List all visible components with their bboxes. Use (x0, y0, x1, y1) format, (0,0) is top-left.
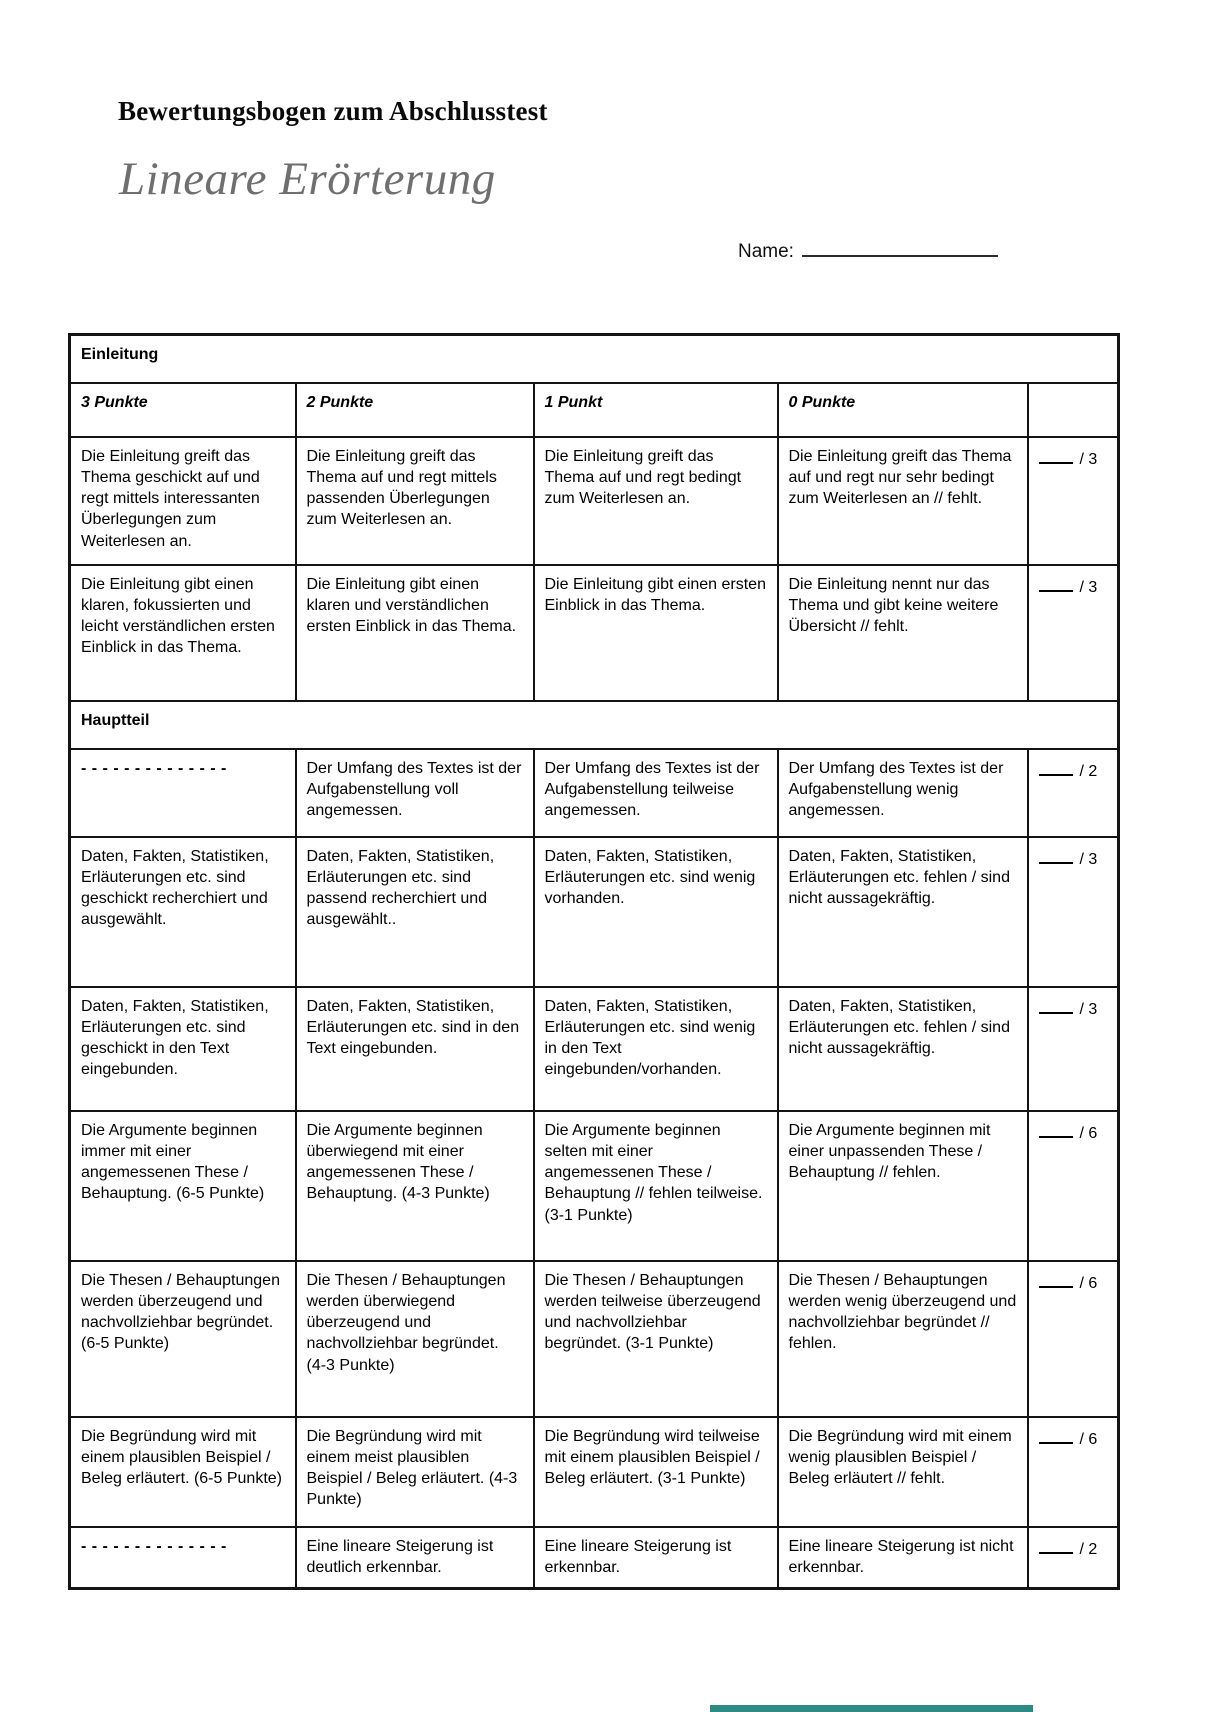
score-max: / 6 (1079, 1430, 1098, 1448)
criterion-cell: Daten, Fakten, Statistiken, Erläuterungen etc. sind wenig vorhanden. (534, 837, 778, 987)
column-header-3-punkte: 3 Punkte (70, 383, 296, 437)
column-header-1-punkt: 1 Punkt (534, 383, 778, 437)
score-cell (1028, 1417, 1119, 1527)
table-row (70, 437, 1119, 565)
criterion-cell: Eine lineare Steigerung ist erkennbar. (534, 1527, 778, 1589)
score-max: / 6 (1079, 1274, 1098, 1292)
score-blank-line (1039, 996, 1073, 1014)
criterion-cell: Daten, Fakten, Statistiken, Erläuterungen etc. fehlen / sind nicht aussagekräftig. (778, 987, 1028, 1111)
score-cell (1028, 837, 1119, 987)
score-max: / 3 (1079, 850, 1098, 868)
criterion-cell: Daten, Fakten, Statistiken, Erläuterungen etc. sind geschickt recherchiert und ausgewählt. (70, 837, 296, 987)
score-cell (1028, 1111, 1119, 1261)
criterion-cell: Die Einleitung greift das Thema auf und regt nur sehr bedingt zum Weiterlesen an // fehlt. (778, 437, 1028, 565)
table-row (70, 1417, 1119, 1527)
score-blank-line (1039, 446, 1073, 464)
table-row (70, 701, 1119, 749)
criterion-cell-dashes: - - - - - - - - - - - - - - (70, 749, 296, 837)
table-row (70, 1527, 1119, 1589)
score-cell (1028, 1527, 1119, 1589)
criterion-cell: Eine lineare Steigerung ist deutlich erkennbar. (296, 1527, 534, 1589)
criterion-cell: Die Einleitung greift das Thema auf und regt mittels passenden Überlegungen zum Weiterlesen an. (296, 437, 534, 565)
score-blank-line (1039, 574, 1073, 592)
score-max: / 3 (1079, 450, 1098, 468)
criterion-cell: Daten, Fakten, Statistiken, Erläuterungen etc. sind in den Text eingebunden. (296, 987, 534, 1111)
criterion-cell: Die Einleitung gibt einen klaren und verständlichen ersten Einblick in das Thema. (296, 565, 534, 701)
criterion-cell: Der Umfang des Textes ist der Aufgabenstellung teilweise angemessen. (534, 749, 778, 837)
name-blank-line (802, 236, 998, 257)
score-max: / 6 (1079, 1124, 1098, 1142)
table-row (70, 383, 1119, 437)
bottom-accent-strip (710, 1705, 1033, 1712)
table-row (70, 987, 1119, 1111)
criterion-cell: Die Einleitung greift das Thema auf und regt bedingt zum Weiterlesen an. (534, 437, 778, 565)
column-header-score-empty (1028, 383, 1119, 437)
column-header-0-punkte: 0 Punkte (778, 383, 1028, 437)
table-row (70, 335, 1119, 383)
criterion-cell: Daten, Fakten, Statistiken, Erläuterungen etc. sind wenig in den Text eingebunden/vorhanden. (534, 987, 778, 1111)
criterion-cell: Die Einleitung nennt nur das Thema und gibt keine weitere Übersicht // fehlt. (778, 565, 1028, 701)
score-cell (1028, 565, 1119, 701)
criterion-cell: Daten, Fakten, Statistiken, Erläuterungen etc. sind passend recherchiert und ausgewählt.. (296, 837, 534, 987)
page-subtitle: Lineare Erörterung (119, 153, 496, 205)
score-blank-line (1039, 1426, 1073, 1444)
criterion-cell: Die Begründung wird teilweise mit einem plausiblen Beispiel / Beleg erläutert. (3-1 Punkte) (534, 1417, 778, 1527)
name-label: Name: (738, 241, 794, 262)
rubric-table (68, 333, 1120, 1590)
table-row (70, 565, 1119, 701)
section-heading-hauptteil: Hauptteil (70, 701, 1119, 749)
criterion-cell: Die Begründung wird mit einem plausiblen Beispiel / Beleg erläutert. (6-5 Punkte) (70, 1417, 296, 1527)
criterion-cell: Die Argumente beginnen mit einer unpassenden These / Behauptung // fehlen. (778, 1111, 1028, 1261)
section-heading-einleitung: Einleitung (70, 335, 1119, 383)
criterion-cell: Die Thesen / Behauptungen werden überwiegend überzeugend und nachvollziehbar begründet. (4-3 Punkte) (296, 1261, 534, 1417)
table-row (70, 1111, 1119, 1261)
criterion-cell: Die Begründung wird mit einem meist plausiblen Beispiel / Beleg erläutert. (4-3 Punkte) (296, 1417, 534, 1527)
table-row (70, 1261, 1119, 1417)
criterion-cell: Die Einleitung gibt einen ersten Einblick in das Thema. (534, 565, 778, 701)
criterion-cell: Die Einleitung gibt einen klaren, fokussierten und leicht verständlichen ersten Einblick in das Thema. (70, 565, 296, 701)
score-max: / 2 (1079, 762, 1098, 780)
criterion-cell: Die Argumente beginnen überwiegend mit einer angemessenen These / Behauptung. (4-3 Punkte) (296, 1111, 534, 1261)
score-cell (1028, 987, 1119, 1111)
score-blank-line (1039, 1536, 1073, 1554)
table-row (70, 749, 1119, 837)
score-cell (1028, 749, 1119, 837)
criterion-cell: Eine lineare Steigerung ist nicht erkennbar. (778, 1527, 1028, 1589)
criterion-cell: Die Thesen / Behauptungen werden teilweise überzeugend und nachvollziehbar begründet. (3-1 Punkte) (534, 1261, 778, 1417)
score-blank-line (1039, 1270, 1073, 1288)
name-field-row (738, 236, 998, 263)
score-blank-line (1039, 1120, 1073, 1138)
score-max: / 3 (1079, 1000, 1098, 1018)
criterion-cell: Die Einleitung greift das Thema geschickt auf und regt mittels interessanten Überlegungen zum Weiterlesen an. (70, 437, 296, 565)
score-cell (1028, 1261, 1119, 1417)
page-title: Bewertungsbogen zum Abschlusstest (118, 96, 548, 126)
criterion-cell: Daten, Fakten, Statistiken, Erläuterungen etc. sind geschickt in den Text eingebunden. (70, 987, 296, 1111)
criterion-cell: Die Begründung wird mit einem wenig plausiblen Beispiel / Beleg erläutert // fehlt. (778, 1417, 1028, 1527)
score-blank-line (1039, 758, 1073, 776)
criterion-cell: Die Argumente beginnen selten mit einer angemessenen These / Behauptung // fehlen teilweise. (3-1 Punkte) (534, 1111, 778, 1261)
criterion-cell-dashes: - - - - - - - - - - - - - - (70, 1527, 296, 1589)
score-max: / 2 (1079, 1540, 1098, 1558)
score-cell (1028, 437, 1119, 565)
criterion-cell: Die Thesen / Behauptungen werden wenig überzeugend und nachvollziehbar begründet // fehlen. (778, 1261, 1028, 1417)
criterion-cell: Die Thesen / Behauptungen werden überzeugend und nachvollziehbar begründet. (6-5 Punkte) (70, 1261, 296, 1417)
column-header-2-punkte: 2 Punkte (296, 383, 534, 437)
criterion-cell: Daten, Fakten, Statistiken, Erläuterungen etc. fehlen / sind nicht aussagekräftig. (778, 837, 1028, 987)
score-max: / 3 (1079, 578, 1098, 596)
criterion-cell: Die Argumente beginnen immer mit einer angemessenen These / Behauptung. (6-5 Punkte) (70, 1111, 296, 1261)
criterion-cell: Der Umfang des Textes ist der Aufgabenstellung voll angemessen. (296, 749, 534, 837)
score-blank-line (1039, 846, 1073, 864)
criterion-cell: Der Umfang des Textes ist der Aufgabenstellung wenig angemessen. (778, 749, 1028, 837)
table-row (70, 837, 1119, 987)
